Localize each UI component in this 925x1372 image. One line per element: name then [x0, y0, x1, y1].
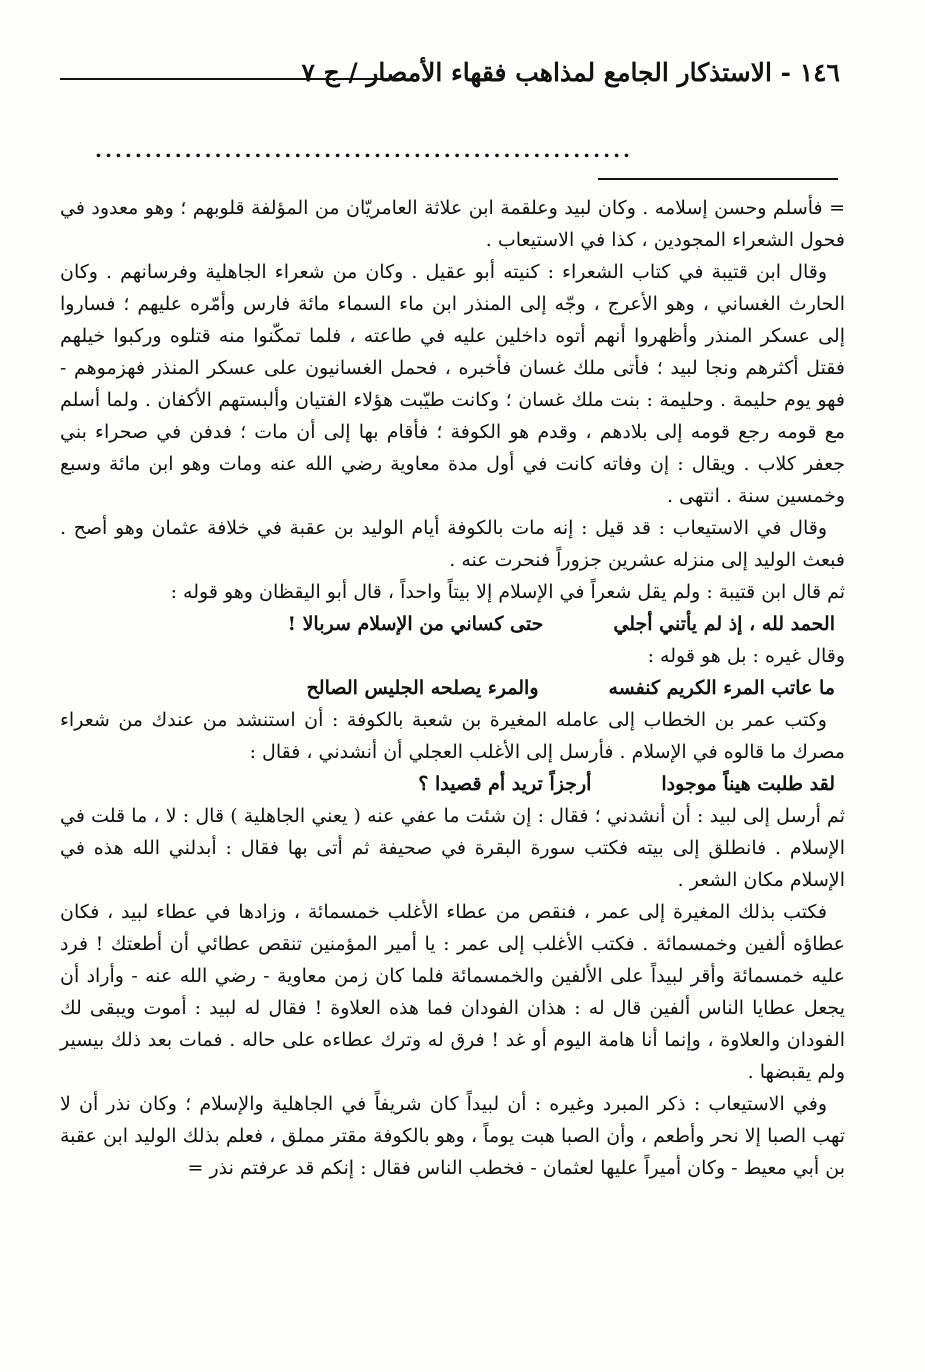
page-header: [60, 58, 850, 98]
paragraph: وقال ابن قتيبة في كتاب الشعراء : كنيته أبو عقيل . وكان من شعراء الجاهلية وفرسانهم . وكان الحارث الغساني ، وهو الأعرج ، وجّه إلى المنذر ابن ماء السماء مائة فارس وأمّره عليهم ؛ فساروا إلى عسكر المنذر وأظهروا أنهم أتوه داخلين عليه في طاعته ، فلما تمكّنوا منه قتلوه وركبوا خيلهم فقتل أكثرهم ونجا لبيد ؛ فأتى ملك غسان فأخبره ، فحمل الغسانيون على عسكر المنذر فهزموهم - فهو يوم حليمة . وحليمة : بنت ملك غسان ؛ وكانت طيّبت هؤلاء الفتيان وألبستهم الأكفان . ولما أسلم مع قومه رجع قومه إلى بلادهم ، وقدم هو الكوفة ؛ فأقام بها إلى أن مات ؛ فدفن في صحراء بني جعفر كلاب . ويقال : إن وفاته كانت في أول مدة معاوية رضي الله عنه ومات وهو ابن مائة وسبع وخمسين سنة . انتهى .: [60, 261, 846, 507]
verse: [60, 768, 845, 800]
paragraph: وقال غيره : بل هو قوله :: [647, 645, 845, 667]
running-title: ١٤٦ - الاستذكار الجامع لمذاهب فقهاء الأمصار / ج ٧: [301, 58, 840, 87]
paragraph: = فأسلم وحسن إسلامه . وكان لبيد وعلقمة ابن علاثة العامريّان من المؤلفة قلوبهم ؛ وهو معدود في فحول الشعراء المجودين ، كذا في الاستيعاب .: [60, 197, 845, 251]
paragraph: وقال في الاستيعاب : قد قيل : إنه مات بالكوفة أيام الوليد بن عقبة في خلافة عثمان وهو أصح . فبعث الوليد إلى منزله عشرين جزوراً فنحرت عنه .: [60, 517, 845, 571]
verse-hemistich-second: حتى كساني من الإسلام سربالا !: [287, 613, 544, 635]
header-rule: [60, 78, 405, 80]
paragraph: وكتب عمر بن الخطاب إلى عامله المغيرة بن شعبة بالكوفة : أن استنشد من عندك من شعراء مصرك ما قالوه في الإسلام . فأرسل إلى الأغلب العجلي أن أنشدني ، فقال :: [60, 709, 845, 763]
paragraph: ثم قال ابن قتيبة : ولم يقل شعراً في الإسلام إلا بيتاً واحداً ، قال أبو اليقظان وهو قوله :: [170, 581, 845, 603]
verse-hemistich-first: لقد طلبت هيناً موجودا: [661, 773, 835, 795]
verse: [60, 608, 845, 640]
footnote-body: [60, 192, 845, 1184]
verse-hemistich-second: أرجزاً تريد أم قصيدا ؟: [418, 773, 592, 795]
verse: [60, 672, 845, 704]
paragraph: فكتب بذلك المغيرة إلى عمر ، فنقص من عطاء الأغلب خمسمائة ، وزادها في عطاء لبيد ، فكان عطاؤه ألفين وخمسمائة . فكتب الأغلب إلى عمر : يا أمير المؤمنين تنقص عطائي أن أطعتك ! فرد عليه خمسمائة وأقر لبيداً على الألفين والخمسمائة فلما كان زمن معاوية - رضي الله عنه - وأراد أن يجعل عطايا الناس ألفين قال له : هذان الفودان فما هذه العلاوة ! فقال له لبيد : أموت ويبقى لك الفودان والعلاوة ، وإنما أنا هامة اليوم أو غد ! فرق له وترك عطاءه على حاله . فمات بعد ذلك بيسير ولم يقبضها .: [60, 901, 845, 1083]
paragraph: وفي الاستيعاب : ذكر المبرد وغيره : أن لبيداً كان شريفاً في الجاهلية والإسلام ؛ وكان نذر أن لا تهب الصبا إلا نحر وأطعم ، وأن الصبا هبت يوماً ، وهو بالكوفة مقتر مملق ، فعلم بذلك الوليد ابن عقبة بن أبي معيط - وكان أميراً عليها لعثمان - فخطب الناس فقال : إنكم قد عرفتم نذر =: [60, 1093, 845, 1179]
dotted-separator: ......................................................: [95, 140, 633, 160]
paragraph: ثم أرسل إلى لبيد : أن أنشدني ؛ فقال : إن شئت ما عفي عنه ( يعني الجاهلية ) قال : لا ، ما قلت في الإسلام . فانطلق إلى بيته فكتب سورة البقرة في صحيفة ثم أتى بها فقال : أبدلني الله هذه في الإسلام مكان الشعر .: [60, 805, 845, 891]
verse-hemistich-second: والمرء يصلحه الجليس الصالح: [306, 677, 539, 699]
verse-hemistich-first: الحمد لله ، إذ لم يأتني أجلي: [613, 613, 835, 635]
footnote-rule: [598, 178, 838, 180]
verse-hemistich-first: ما عاتب المرء الكريم كنفسه: [608, 677, 835, 699]
